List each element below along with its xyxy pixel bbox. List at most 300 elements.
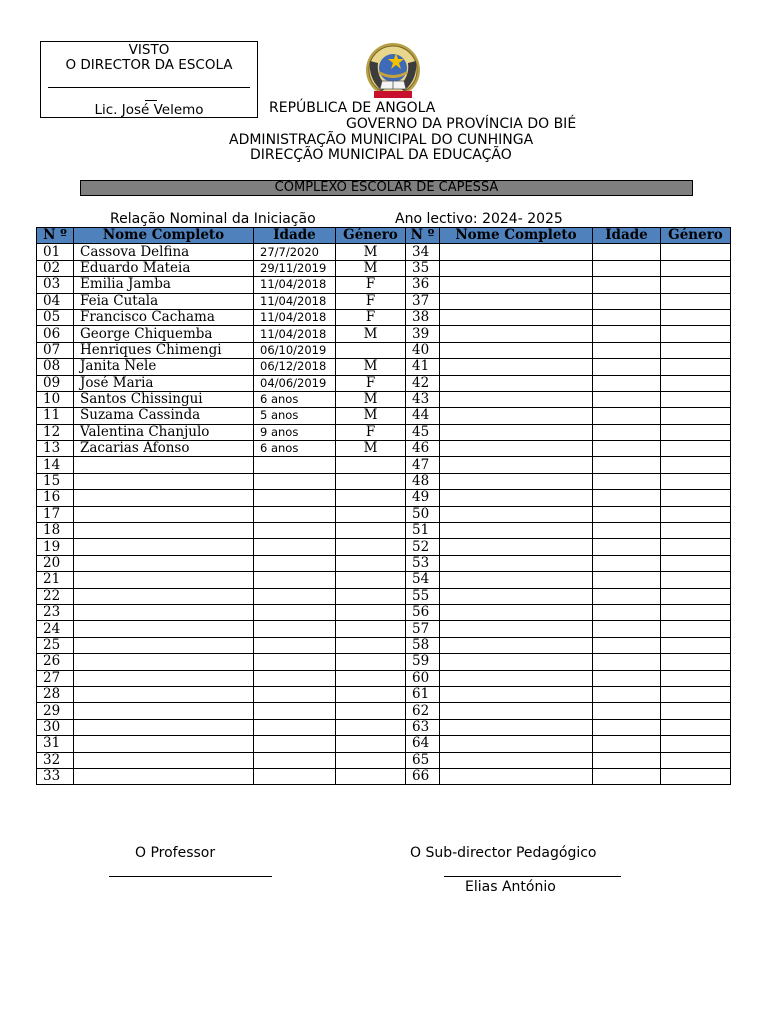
row-number: 16	[37, 490, 74, 506]
student-age: 04/06/2019	[254, 375, 336, 391]
row-number: 03	[37, 277, 74, 293]
student-age	[254, 555, 336, 571]
table-row	[37, 342, 731, 358]
student-age: 29/11/2019	[254, 260, 336, 276]
row-number: 18	[37, 523, 74, 539]
student-name-2	[440, 719, 593, 735]
student-age-2	[593, 670, 661, 686]
table-row	[37, 604, 731, 620]
student-gender	[336, 555, 406, 571]
row-number-2: 39	[406, 326, 440, 342]
table-row	[37, 391, 731, 407]
row-number: 21	[37, 572, 74, 588]
table-row	[37, 523, 731, 539]
student-gender	[336, 637, 406, 653]
student-gender-2	[661, 309, 731, 325]
table-row	[37, 309, 731, 325]
student-name	[74, 555, 254, 571]
student-age-2	[593, 277, 661, 293]
student-gender-2	[661, 736, 731, 752]
student-gender	[336, 523, 406, 539]
student-gender-2	[661, 473, 731, 489]
student-age	[254, 703, 336, 719]
student-gender-2	[661, 375, 731, 391]
subdirector-label: O Sub-director Pedagógico	[410, 845, 597, 861]
student-age: 11/04/2018	[254, 277, 336, 293]
student-age	[254, 539, 336, 555]
table-row	[37, 490, 731, 506]
student-name-2	[440, 686, 593, 702]
row-number: 17	[37, 506, 74, 522]
student-name-2	[440, 375, 593, 391]
table-row	[37, 277, 731, 293]
student-name	[74, 473, 254, 489]
student-age	[254, 621, 336, 637]
student-name-2	[440, 424, 593, 440]
student-gender-2	[661, 326, 731, 342]
student-name-2	[440, 768, 593, 784]
row-number-2: 48	[406, 473, 440, 489]
student-age	[254, 457, 336, 473]
table-row	[37, 752, 731, 768]
header-full-name: Nome Completo	[74, 228, 254, 244]
student-age-2	[593, 342, 661, 358]
student-name-2	[440, 359, 593, 375]
row-number: 07	[37, 342, 74, 358]
student-gender-2	[661, 359, 731, 375]
student-age-2	[593, 752, 661, 768]
student-gender-2	[661, 588, 731, 604]
row-number-2: 60	[406, 670, 440, 686]
student-name-2	[440, 309, 593, 325]
government-heading: GOVERNO DA PROVÍNCIA DO BIÉ	[346, 116, 577, 132]
row-number-2: 43	[406, 391, 440, 407]
table-row	[37, 506, 731, 522]
student-gender-2	[661, 277, 731, 293]
student-name-2	[440, 637, 593, 653]
table-row	[37, 555, 731, 571]
student-name	[74, 686, 254, 702]
student-gender: M	[336, 244, 406, 260]
student-name	[74, 490, 254, 506]
student-gender-2	[661, 686, 731, 702]
student-gender: M	[336, 326, 406, 342]
student-name-2	[440, 654, 593, 670]
student-age-2	[593, 457, 661, 473]
student-gender: F	[336, 424, 406, 440]
row-number: 11	[37, 408, 74, 424]
row-number-2: 61	[406, 686, 440, 702]
angola-coat-of-arms-emblem	[360, 41, 426, 103]
row-number: 25	[37, 637, 74, 653]
row-number: 28	[37, 686, 74, 702]
row-number: 20	[37, 555, 74, 571]
director-name: Lic. José Velemo	[94, 102, 204, 118]
row-number: 32	[37, 752, 74, 768]
student-gender: M	[336, 260, 406, 276]
student-gender	[336, 768, 406, 784]
student-gender-2	[661, 523, 731, 539]
table-row	[37, 719, 731, 735]
student-age-2	[593, 473, 661, 489]
row-number-2: 42	[406, 375, 440, 391]
table-row	[37, 736, 731, 752]
directorate-heading: DIRECÇÃO MUNICIPAL DA EDUCAÇÃO	[250, 147, 512, 163]
table-row	[37, 457, 731, 473]
student-name-2	[440, 473, 593, 489]
student-gender-2	[661, 424, 731, 440]
student-age-2	[593, 736, 661, 752]
professor-signature-line	[109, 876, 272, 877]
row-number-2: 46	[406, 441, 440, 457]
student-age-2	[593, 326, 661, 342]
student-gender	[336, 719, 406, 735]
row-number-2: 36	[406, 277, 440, 293]
student-age-2	[593, 572, 661, 588]
student-name-2	[440, 539, 593, 555]
student-gender	[336, 490, 406, 506]
row-number-2: 56	[406, 604, 440, 620]
student-age: 9 anos	[254, 424, 336, 440]
student-name	[74, 604, 254, 620]
student-name	[74, 621, 254, 637]
row-number: 15	[37, 473, 74, 489]
student-name	[74, 572, 254, 588]
student-age	[254, 686, 336, 702]
student-age-2	[593, 359, 661, 375]
table-row	[37, 654, 731, 670]
table-row	[37, 703, 731, 719]
row-number-2: 50	[406, 506, 440, 522]
student-age-2	[593, 637, 661, 653]
row-number: 31	[37, 736, 74, 752]
student-age: 27/7/2020	[254, 244, 336, 260]
student-gender	[336, 473, 406, 489]
table-row	[37, 621, 731, 637]
student-gender	[336, 604, 406, 620]
student-age	[254, 588, 336, 604]
student-gender: F	[336, 277, 406, 293]
director-role: O DIRECTOR DA ESCOLA	[65, 57, 233, 73]
student-name-2	[440, 588, 593, 604]
row-number-2: 41	[406, 359, 440, 375]
student-name-2	[440, 736, 593, 752]
student-name-2	[440, 604, 593, 620]
student-age	[254, 523, 336, 539]
header-number-2: N º	[406, 228, 440, 244]
student-name: Eduardo Mateia	[74, 260, 254, 276]
student-name-2	[440, 752, 593, 768]
student-age	[254, 670, 336, 686]
student-name-2	[440, 523, 593, 539]
student-age-2	[593, 686, 661, 702]
student-gender	[336, 736, 406, 752]
student-name-2	[440, 244, 593, 260]
student-name: Zacarias Afonso	[74, 441, 254, 457]
row-number-2: 53	[406, 555, 440, 571]
row-number-2: 65	[406, 752, 440, 768]
student-name-2	[440, 441, 593, 457]
student-name: Henriques Chimengi	[74, 342, 254, 358]
row-number: 30	[37, 719, 74, 735]
republic-heading: REPÚBLICA DE ANGOLA	[269, 100, 436, 116]
student-name-2	[440, 703, 593, 719]
row-number: 13	[37, 441, 74, 457]
row-number: 10	[37, 391, 74, 407]
student-gender-2	[661, 342, 731, 358]
table-row	[37, 359, 731, 375]
row-number-2: 40	[406, 342, 440, 358]
row-number-2: 58	[406, 637, 440, 653]
header-age: Idade	[254, 228, 336, 244]
student-age-2	[593, 654, 661, 670]
student-gender-2	[661, 408, 731, 424]
student-name-2	[440, 621, 593, 637]
student-age-2	[593, 539, 661, 555]
student-gender-2	[661, 506, 731, 522]
student-gender	[336, 621, 406, 637]
row-number: 19	[37, 539, 74, 555]
student-age: 6 anos	[254, 391, 336, 407]
table-row	[37, 293, 731, 309]
row-number: 04	[37, 293, 74, 309]
table-row	[37, 473, 731, 489]
student-age: 6 anos	[254, 441, 336, 457]
student-age	[254, 572, 336, 588]
student-name	[74, 670, 254, 686]
row-number: 05	[37, 309, 74, 325]
row-number: 06	[37, 326, 74, 342]
student-gender	[336, 703, 406, 719]
student-name-2	[440, 457, 593, 473]
list-title: Relação Nominal da Iniciação	[110, 211, 316, 227]
student-age: 5 anos	[254, 408, 336, 424]
row-number-2: 37	[406, 293, 440, 309]
student-age-2	[593, 555, 661, 571]
student-name	[74, 506, 254, 522]
student-age-2	[593, 375, 661, 391]
student-gender	[336, 539, 406, 555]
student-age	[254, 604, 336, 620]
student-gender	[336, 670, 406, 686]
student-gender-2	[661, 441, 731, 457]
administration-heading: ADMINISTRAÇÃO MUNICIPAL DO CUNHINGA	[229, 132, 534, 148]
student-gender	[336, 588, 406, 604]
student-age	[254, 719, 336, 735]
header-age-2: Idade	[593, 228, 661, 244]
row-number: 26	[37, 654, 74, 670]
student-gender-2	[661, 703, 731, 719]
student-gender-2	[661, 260, 731, 276]
student-name: Valentina Chanjulo	[74, 424, 254, 440]
student-age-2	[593, 490, 661, 506]
table-row	[37, 768, 731, 784]
student-name-2	[440, 293, 593, 309]
director-approval-box	[40, 41, 258, 118]
student-gender-2	[661, 654, 731, 670]
student-gender	[336, 572, 406, 588]
student-gender-2	[661, 555, 731, 571]
row-number-2: 34	[406, 244, 440, 260]
student-gender-2	[661, 768, 731, 784]
header-number: N º	[37, 228, 74, 244]
student-name	[74, 588, 254, 604]
visto-title: VISTO	[128, 42, 170, 58]
table-row	[37, 260, 731, 276]
professor-label: O Professor	[135, 845, 216, 861]
student-age	[254, 490, 336, 506]
subdirector-name: Elias António	[465, 879, 556, 895]
student-gender-2	[661, 637, 731, 653]
student-gender: F	[336, 309, 406, 325]
header-gender-2: Género	[661, 228, 731, 244]
student-gender: M	[336, 441, 406, 457]
student-name-2	[440, 326, 593, 342]
student-gender-2	[661, 391, 731, 407]
row-number-2: 49	[406, 490, 440, 506]
row-number: 02	[37, 260, 74, 276]
student-name	[74, 736, 254, 752]
student-name-2	[440, 342, 593, 358]
student-gender-2	[661, 670, 731, 686]
table-row	[37, 424, 731, 440]
row-number-2: 59	[406, 654, 440, 670]
student-name	[74, 719, 254, 735]
student-age-2	[593, 588, 661, 604]
student-name: Emilia Jamba	[74, 277, 254, 293]
row-number: 08	[37, 359, 74, 375]
student-name: Cassova Delfina	[74, 244, 254, 260]
row-number-2: 52	[406, 539, 440, 555]
student-name	[74, 703, 254, 719]
student-age-2	[593, 244, 661, 260]
table-row	[37, 244, 731, 260]
student-age-2	[593, 523, 661, 539]
row-number: 23	[37, 604, 74, 620]
student-age-2	[593, 621, 661, 637]
student-gender: F	[336, 375, 406, 391]
student-age: 11/04/2018	[254, 293, 336, 309]
student-gender-2	[661, 490, 731, 506]
student-age	[254, 736, 336, 752]
row-number: 24	[37, 621, 74, 637]
row-number-2: 51	[406, 523, 440, 539]
row-number: 27	[37, 670, 74, 686]
row-number-2: 47	[406, 457, 440, 473]
student-name	[74, 539, 254, 555]
student-name-2	[440, 490, 593, 506]
student-name	[74, 523, 254, 539]
student-name: Santos Chissingui	[74, 391, 254, 407]
student-gender-2	[661, 539, 731, 555]
row-number-2: 38	[406, 309, 440, 325]
student-name	[74, 768, 254, 784]
row-number: 29	[37, 703, 74, 719]
student-name: José Maria	[74, 375, 254, 391]
student-age	[254, 473, 336, 489]
student-age: 06/10/2019	[254, 342, 336, 358]
student-age-2	[593, 293, 661, 309]
student-age: 11/04/2018	[254, 309, 336, 325]
student-gender	[336, 654, 406, 670]
row-number: 14	[37, 457, 74, 473]
student-name: Janita Nele	[74, 359, 254, 375]
subdirector-signature-line	[444, 876, 621, 877]
row-number: 33	[37, 768, 74, 784]
student-name	[74, 752, 254, 768]
signature-tick	[145, 100, 157, 101]
row-number-2: 62	[406, 703, 440, 719]
student-gender	[336, 457, 406, 473]
student-age	[254, 768, 336, 784]
row-number-2: 66	[406, 768, 440, 784]
row-number-2: 44	[406, 408, 440, 424]
table-row	[37, 670, 731, 686]
student-name: George Chiquemba	[74, 326, 254, 342]
student-name-2	[440, 408, 593, 424]
student-gender	[336, 342, 406, 358]
student-gender-2	[661, 244, 731, 260]
student-name: Francisco Cachama	[74, 309, 254, 325]
student-name: Feia Cutala	[74, 293, 254, 309]
student-gender-2	[661, 604, 731, 620]
table-row	[37, 539, 731, 555]
student-name-2	[440, 260, 593, 276]
student-name: Suzama Cassinda	[74, 408, 254, 424]
header-gender: Género	[336, 228, 406, 244]
student-name-2	[440, 506, 593, 522]
student-age-2	[593, 719, 661, 735]
student-age	[254, 637, 336, 653]
student-gender	[336, 752, 406, 768]
student-gender-2	[661, 293, 731, 309]
student-gender-2	[661, 572, 731, 588]
student-name-2	[440, 555, 593, 571]
student-name	[74, 654, 254, 670]
student-name	[74, 457, 254, 473]
row-number-2: 64	[406, 736, 440, 752]
student-age-2	[593, 408, 661, 424]
student-age: 06/12/2018	[254, 359, 336, 375]
student-age-2	[593, 768, 661, 784]
row-number-2: 55	[406, 588, 440, 604]
row-number-2: 45	[406, 424, 440, 440]
student-age-2	[593, 441, 661, 457]
student-age-2	[593, 703, 661, 719]
table-header-row	[37, 228, 731, 244]
student-gender	[336, 686, 406, 702]
table-row	[37, 441, 731, 457]
header-full-name-2: Nome Completo	[440, 228, 593, 244]
table-row	[37, 686, 731, 702]
school-name-banner: COMPLEXO ESCOLAR DE CAPESSA	[80, 180, 693, 196]
student-name-2	[440, 391, 593, 407]
row-number-2: 54	[406, 572, 440, 588]
student-gender	[336, 506, 406, 522]
student-age	[254, 654, 336, 670]
table-row	[37, 588, 731, 604]
student-gender-2	[661, 719, 731, 735]
table-row	[37, 375, 731, 391]
school-year: Ano lectivo: 2024- 2025	[395, 211, 563, 227]
student-roster-table	[36, 227, 731, 785]
student-age-2	[593, 309, 661, 325]
student-age-2	[593, 260, 661, 276]
student-age	[254, 506, 336, 522]
row-number-2: 35	[406, 260, 440, 276]
student-age-2	[593, 391, 661, 407]
row-number-2: 57	[406, 621, 440, 637]
